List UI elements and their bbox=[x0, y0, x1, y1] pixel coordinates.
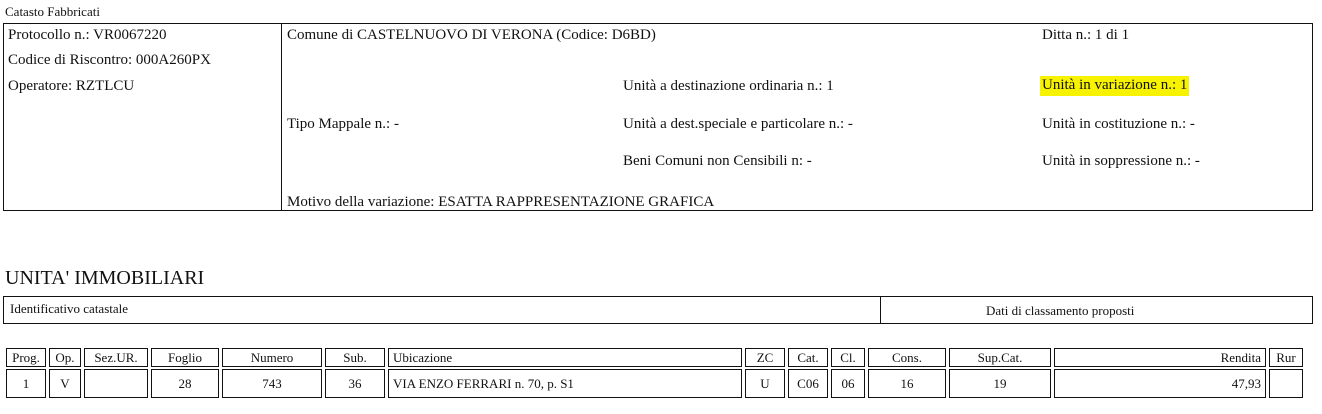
identificativo-label: Identificativo catastale bbox=[10, 301, 129, 316]
col-rendita: Rendita bbox=[1054, 348, 1266, 367]
cell-sub: 36 bbox=[325, 369, 385, 398]
section-title: UNITA' IMMOBILIARI bbox=[5, 267, 205, 289]
catasto-label: Catasto Fabbricati bbox=[5, 4, 100, 19]
col-sub: Sub. bbox=[325, 348, 385, 367]
cell-ubicazione: VIA ENZO FERRARI n. 70, p. S1 bbox=[388, 369, 742, 398]
motivo-variazione: Motivo della variazione: ESATTA RAPPRESENTAZIONE GRAFICA bbox=[287, 194, 715, 210]
cell-zc: U bbox=[745, 369, 785, 398]
operatore: Operatore: RZTLCU bbox=[8, 78, 135, 94]
col-numero: Numero bbox=[222, 348, 322, 367]
unita-variazione bbox=[1040, 76, 1189, 94]
protocollo: Protocollo n.: VR0067220 bbox=[8, 27, 167, 43]
unita-costituzione: Unità in costituzione n.: - bbox=[1042, 116, 1195, 132]
unita-speciale: Unità a dest.speciale e particolare n.: - bbox=[623, 116, 853, 132]
units-table bbox=[3, 346, 1306, 400]
header-divider bbox=[281, 23, 282, 211]
unita-ordinaria: Unità a destinazione ordinaria n.: 1 bbox=[623, 78, 834, 94]
ditta: Ditta n.: 1 di 1 bbox=[1042, 27, 1130, 43]
col-ubicazione: Ubicazione bbox=[388, 348, 742, 367]
col-foglio: Foglio bbox=[151, 348, 219, 367]
unita-soppressione: Unità in soppressione n.: - bbox=[1042, 153, 1200, 169]
cell-foglio: 28 bbox=[151, 369, 219, 398]
comune: Comune di CASTELNUOVO DI VERONA (Codice: D6BD) bbox=[287, 27, 656, 43]
col-rur: Rur bbox=[1269, 348, 1303, 367]
cell-numero: 743 bbox=[222, 369, 322, 398]
tipo-mappale: Tipo Mappale n.: - bbox=[287, 116, 399, 132]
codice-riscontro: Codice di Riscontro: 000A260PX bbox=[8, 52, 211, 68]
dati-classamento-label: Dati di classamento proposti bbox=[986, 303, 1135, 318]
cell-supcat: 19 bbox=[949, 369, 1051, 398]
cell-rendita: 47,93 bbox=[1054, 369, 1266, 398]
cell-prog: 1 bbox=[6, 369, 46, 398]
col-prog: Prog. bbox=[6, 348, 46, 367]
cell-op: V bbox=[49, 369, 81, 398]
cell-rur bbox=[1269, 369, 1303, 398]
col-cl: Cl. bbox=[831, 348, 865, 367]
col-sez: Sez.UR. bbox=[84, 348, 148, 367]
cell-cons: 16 bbox=[868, 369, 946, 398]
cell-cat: C06 bbox=[788, 369, 828, 398]
col-supcat: Sup.Cat. bbox=[949, 348, 1051, 367]
table-header-row bbox=[6, 348, 1303, 367]
classification-divider bbox=[880, 296, 881, 324]
unita-variazione-highlight: Unità in variazione n.: 1 bbox=[1040, 76, 1189, 96]
col-op: Op. bbox=[49, 348, 81, 367]
col-cons: Cons. bbox=[868, 348, 946, 367]
cell-cl: 06 bbox=[831, 369, 865, 398]
beni-comuni: Beni Comuni non Censibili n: - bbox=[623, 153, 812, 169]
cell-sez bbox=[84, 369, 148, 398]
table-row bbox=[6, 369, 1303, 398]
col-zc: ZC bbox=[745, 348, 785, 367]
col-cat: Cat. bbox=[788, 348, 828, 367]
